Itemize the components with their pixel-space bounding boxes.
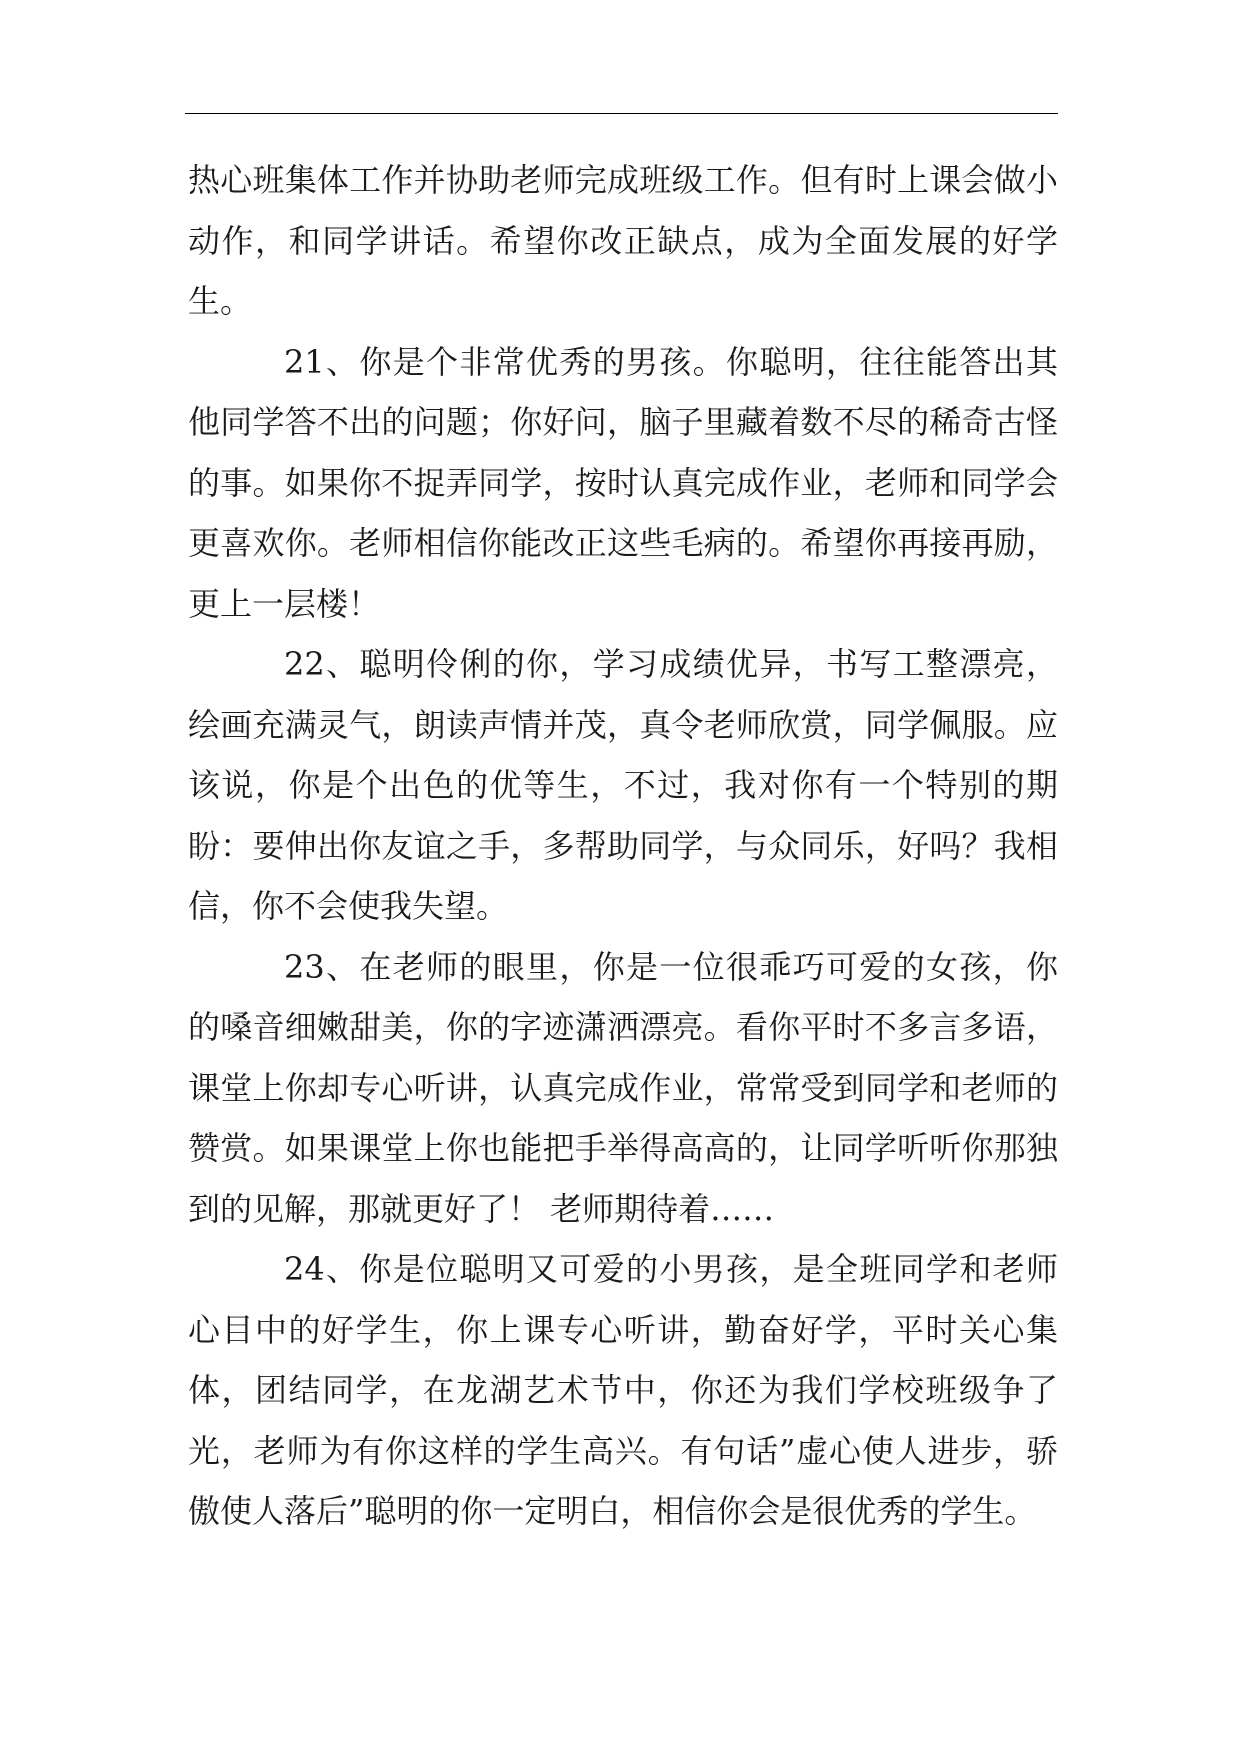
header-rule	[185, 113, 1058, 114]
paragraph-comment-22: 22、聪明伶俐的你，学习成绩优异，书写工整漂亮，绘画充满灵气，朗读声情并茂，真令老师欣赏，同学佩服。应该说，你是个出色的优等生，不过，我对你有一个特别的期盼：要伸出你友谊之手，多帮助同学，与众同乐，好吗？我相信，你不会使我失望。	[188, 645, 1058, 925]
document-body	[188, 150, 1058, 1542]
paragraph-comment-23: 23、在老师的眼里，你是一位很乖巧可爱的女孩，你的嗓音细嫩甜美，你的字迹潇洒漂亮。看你平时不多言多语，课堂上你却专心听讲，认真完成作业，常常受到同学和老师的赞赏。如果课堂上你也能把手举得高高的，让同学听听你那独到的见解，那就更好了！ 老师期待着……	[188, 947, 1058, 1228]
paragraph-continuation: 热心班集体工作并协助老师完成班级工作。但有时上课会做小动作，和同学讲话。希望你改正缺点，成为全面发展的好学生。	[188, 161, 1058, 320]
paragraph-comment-21: 21、你是个非常优秀的男孩。你聪明，往往能答出其他同学答不出的问题；你好问，脑子里藏着数不尽的稀奇古怪的事。如果你不捉弄同学，按时认真完成作业，老师和同学会更喜欢你。老师相信你能改正这些毛病的。希望你再接再励，更上一层楼！	[188, 342, 1058, 623]
paragraph-comment-24: 24、你是位聪明又可爱的小男孩，是全班同学和老师心目中的好学生，你上课专心听讲，勤奋好学，平时关心集体，团结同学，在龙湖艺术节中，你还为我们学校班级争了光，老师为有你这样的学生高兴。有句话”虚心使人进步，骄傲使人落后”聪明的你一定明白，相信你会是很优秀的学生。	[188, 1250, 1058, 1530]
